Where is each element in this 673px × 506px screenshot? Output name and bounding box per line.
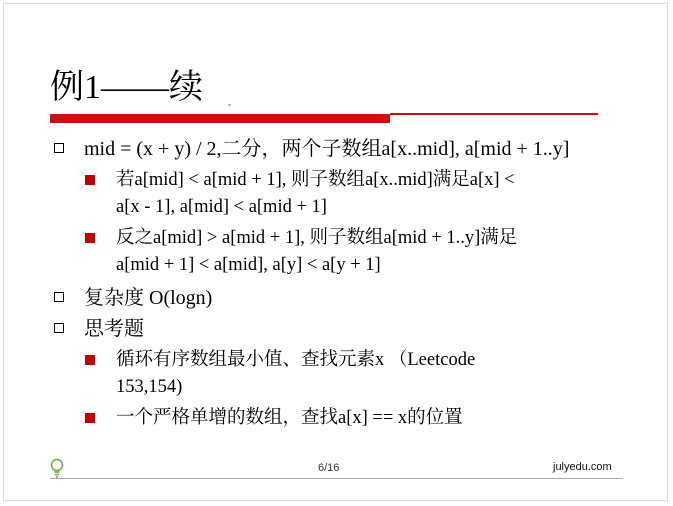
hollow-square-bullet-icon xyxy=(54,323,64,333)
hollow-square-bullet-icon xyxy=(54,292,64,302)
sub-bullet-text-continued: 153,154) xyxy=(116,377,183,397)
title-underline-line xyxy=(390,113,598,115)
bullet-text: 复杂度 O(logn) xyxy=(84,287,213,309)
sub-bullet-text: 若a[mid] < a[mid + 1], 则子数组a[x..mid]满足a[x] < xyxy=(116,170,515,190)
bullet-text: 思考题 xyxy=(84,318,144,340)
bullet-text: mid = (x + y) / 2,二分，两个子数组a[x..mid], a[mid + 1..y] xyxy=(84,138,570,160)
slide-title: 例1——续 xyxy=(50,69,203,106)
sub-bullet-text-continued: a[x - 1], a[mid] < a[mid + 1] xyxy=(116,197,327,217)
sub-bullet-text: 一个严格单增的数组，查找a[x] == x的位置 xyxy=(116,408,463,428)
page-number: 6/16 xyxy=(318,462,340,474)
red-square-bullet-icon xyxy=(85,175,95,185)
title-underline-bar xyxy=(50,114,390,123)
footer-divider xyxy=(50,478,623,479)
sub-bullet-text: 反之a[mid] > a[mid + 1], 则子数组a[mid + 1..y]满足 xyxy=(116,228,518,248)
site-link[interactable]: julyedu.com xyxy=(553,461,612,473)
red-square-bullet-icon xyxy=(85,233,95,243)
red-square-bullet-icon xyxy=(85,355,95,365)
hollow-square-bullet-icon xyxy=(54,143,64,153)
red-square-bullet-icon xyxy=(85,413,95,423)
lightbulb-icon xyxy=(50,458,64,478)
title-dot-mark xyxy=(228,104,231,106)
sub-bullet-text: 循环有序数组最小值、查找元素x （Leetcode xyxy=(116,350,476,370)
sub-bullet-text-continued: a[mid + 1] < a[mid], a[y] < a[y + 1] xyxy=(116,255,381,275)
